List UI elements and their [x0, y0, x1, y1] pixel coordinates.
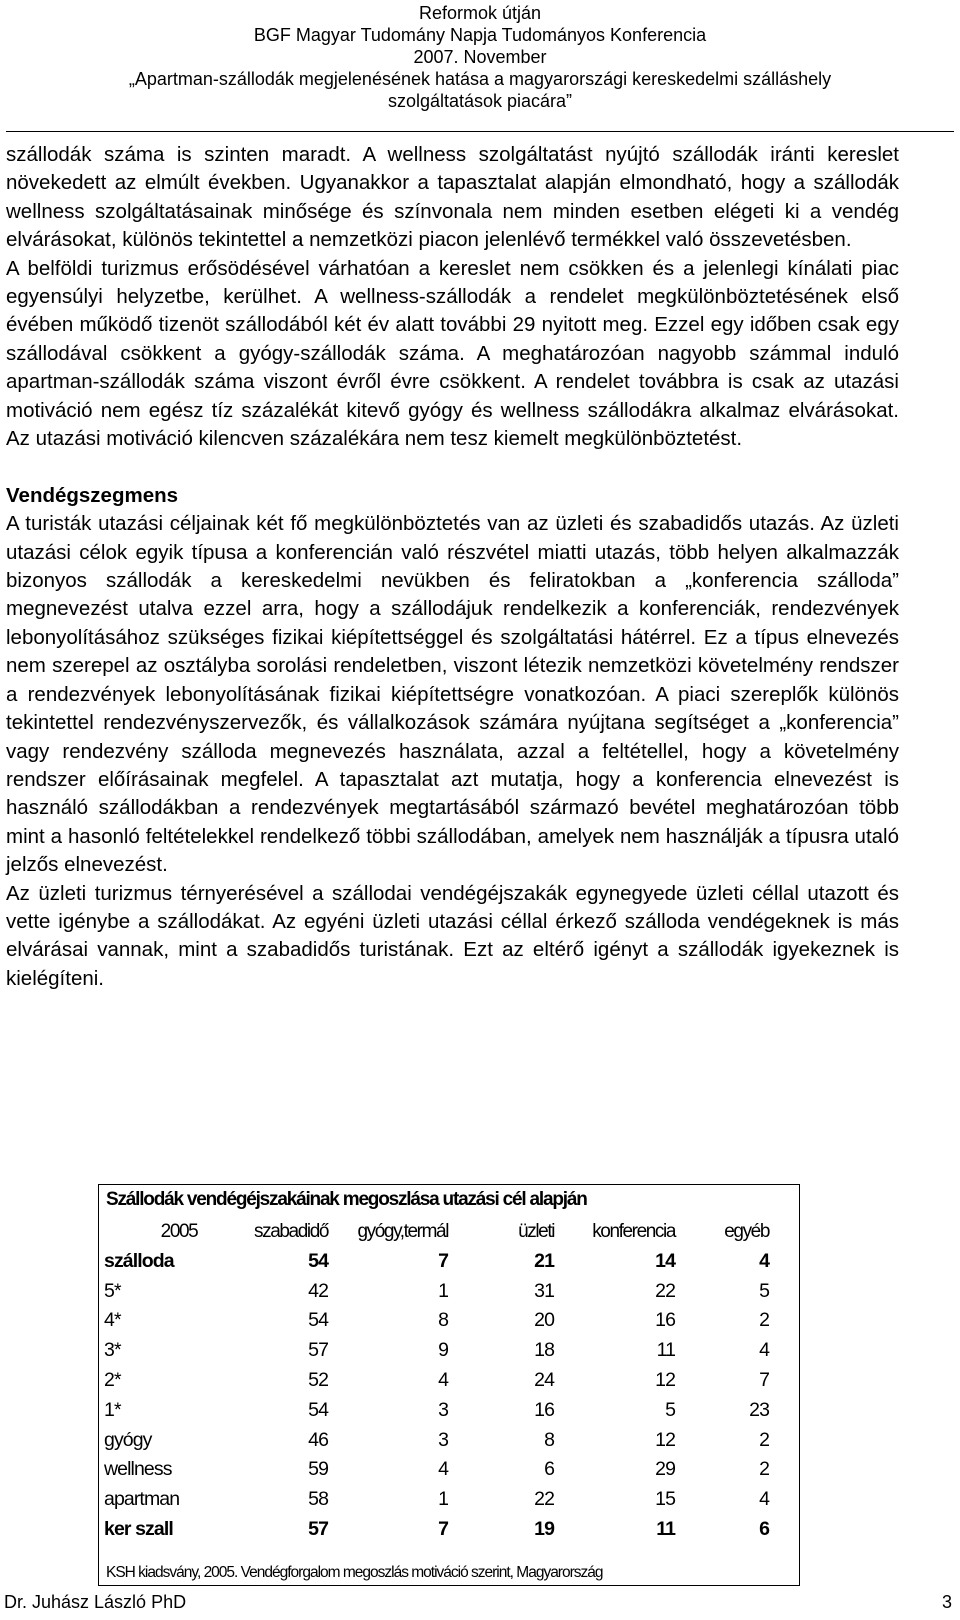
table-cell: 46 [308, 1428, 329, 1451]
column-header: konferencia [592, 1221, 676, 1242]
table-cell: 42 [308, 1279, 329, 1302]
table-cell: 5* [104, 1279, 121, 1302]
table-row [104, 1455, 769, 1485]
table-cell: 57 [308, 1339, 329, 1362]
table-cell: 54 [308, 1398, 329, 1421]
table-cell: 6 [544, 1458, 555, 1481]
header-line-3: 2007. November [413, 47, 547, 67]
paragraph-2: A belföldi turizmus erősödésével várhatóan a kereslet nem csökken és a jelenlegi kínálati piac egyensúlyi helyzetbe, kerülhet. A wellness-szállodák a rendelet megkülönböztetésének első évében működő tizenöt szállodából két év alatt további 29 nyitott meg. Ezzel egy időben csak egy szállodával csökkent a gyógy-szállodák száma. A meghatározóan nagyobb számmal induló apartman-szállodák száma viszont évről évre csökkent. A rendelet továbbra is csak az utazási motiváció nem egész tíz százalékát kitevő gyógy és wellness szállodákra alkalmaz elvárásokat. Az utazási motiváció kilencven százalékára nem tesz kiemelt megkülönböztetést. [6, 256, 899, 451]
statistics-table-box [98, 1184, 800, 1586]
section-title: Vendégszegmens [6, 483, 179, 507]
table-row [104, 1485, 769, 1515]
table-cell: 6 [759, 1517, 770, 1540]
table-cell: 3 [438, 1428, 449, 1451]
table-cell: 18 [534, 1339, 555, 1362]
table-cell: 54 [308, 1309, 329, 1332]
table-cell: 8 [438, 1309, 449, 1332]
table-row [104, 1366, 769, 1396]
table-cell: 9 [438, 1339, 449, 1362]
table-cell: 59 [308, 1458, 329, 1481]
table-cell: 1 [438, 1279, 449, 1302]
table-cell: 2* [104, 1368, 121, 1391]
table-cell: 29 [655, 1458, 676, 1481]
header-divider [6, 131, 954, 132]
table-cell: 23 [749, 1398, 770, 1421]
table-row [104, 1277, 769, 1307]
table-cell: 7 [438, 1249, 449, 1272]
table-cell: 24 [534, 1368, 555, 1391]
table-cell: 1* [104, 1398, 121, 1421]
table-cell: 20 [534, 1309, 555, 1332]
table-cell: 8 [544, 1428, 555, 1451]
table-cell: 16 [655, 1309, 676, 1332]
table-cell: 4 [759, 1249, 770, 1272]
column-header: egyéb [724, 1221, 770, 1242]
table-cell: 58 [308, 1488, 329, 1511]
table-cell: 15 [655, 1488, 676, 1511]
table-header-row [104, 1217, 769, 1247]
table-row [104, 1426, 769, 1456]
table-cell: 4 [759, 1339, 770, 1362]
table-row [104, 1247, 769, 1277]
table-cell: 52 [308, 1368, 329, 1391]
table-cell: 7 [759, 1368, 770, 1391]
table-cell: 14 [655, 1249, 676, 1272]
table-cell: 54 [308, 1249, 329, 1272]
table-cell: 19 [534, 1517, 555, 1540]
header-line-2: BGF Magyar Tudomány Napja Tudományos Konferencia [253, 25, 707, 45]
table-cell: 5 [759, 1279, 770, 1302]
table-cell: 22 [534, 1488, 555, 1511]
table-source-note: KSH kiadsvány, 2005. Vendégforgalom megoszlás motiváció szerint, Magyarország [106, 1564, 603, 1581]
table-row [104, 1396, 769, 1426]
table-title: Szállodák vendégéjszakáinak megoszlása utazási cél alapján [106, 1189, 587, 1210]
column-header: üzleti [518, 1221, 555, 1242]
paragraph-1: szállodák száma is szinten maradt. A wellness szolgáltatást nyújtó szállodák iránti kereslet növekedett az elmúlt években. Ugyanakkor a tapasztalat alapján elmondható, hogy a szállodák wellness szolgáltatásainak minősége és színvonala nem minden esetben elégeti ki a vendég elvárásokat, különös tekintettel a nemzetközi piacon jelenlévő termékkel való összevetésben. [6, 143, 899, 252]
table-cell: 7 [438, 1517, 449, 1540]
table-cell: 1 [438, 1488, 449, 1511]
table-cell: 3 [438, 1398, 449, 1421]
table-row [104, 1336, 769, 1366]
table-cell: ker szall [104, 1517, 173, 1540]
header-line-5: szolgáltatások piacára” [387, 91, 573, 111]
paragraph-3: A turisták utazási céljainak két fő megkülönböztetés van az üzleti és szabadidős utazás. Az üzleti utazási célok egyik típusa a konferencián való részvétel miatti utazás, több helyen alkalmazzák bizonyos szállodák a kereskedelmi nevükben és feliratokban a „konferencia szálloda” megnevezést utalva ezzel arra, hogy a szállodájuk rendelkezik a konferenciák, rendezvények lebonyolításához szükséges fizikai kiépítettséggel és szolgáltatási hátérrel. Ez a típus elnevezés nem szerepel az osztályba sorolási rendeletben, viszont létezik nemzetközi követelmény rendszer a rendezvények lebonyolításának fizikai kiépítettségre vonatkozóan. A piaci szereplők különös tekintettel rendezvényszervezők, és vállalkozások számára nyújtana segítséget a „konferencia” vagy rendezvény szálloda megnevezés használata, azzal a feltétellel, hogy a követelmény rendszer előírásainak megfelel. A tapasztalat azt mutatja, hogy a konferencia elnevezést is használó szállodákban a rendezvények megtartásából származó bevétel meghatározóan több mint a hasonló feltételekkel rendelkező többi szállodában, amelyek nem használják a típusra utaló jelzős elnevezést. [6, 512, 899, 877]
table-cell: 57 [308, 1517, 329, 1540]
statistics-table [104, 1217, 769, 1545]
table-cell: 22 [655, 1279, 676, 1302]
column-header: gyógy,termál [357, 1221, 449, 1242]
column-header: 2005 [160, 1221, 198, 1242]
table-cell: 4 [759, 1488, 770, 1511]
table-row [104, 1515, 769, 1545]
footer-author: Dr. Juhász László PhD [4, 1592, 187, 1612]
table-cell: 3* [104, 1339, 121, 1362]
header-line-4: „Apartman-szállodák megjelenésének hatása a magyarországi kereskedelmi szálláshely [128, 69, 832, 89]
table-cell: 2 [759, 1309, 770, 1332]
table-cell: 16 [534, 1398, 555, 1421]
table-cell: gyógy [104, 1428, 152, 1451]
table-cell: 12 [655, 1428, 676, 1451]
page-header [0, 2, 960, 112]
table-cell: 4 [438, 1368, 449, 1391]
table-cell: 11 [656, 1339, 676, 1362]
column-header: szabadidő [254, 1221, 329, 1242]
table-row [104, 1306, 769, 1336]
table-cell: 21 [534, 1249, 555, 1272]
table-cell: 12 [655, 1368, 676, 1391]
paragraph-4: Az üzleti turizmus térnyerésével a szállodai vendégéjszakák egynegyede üzleti céllal utazott és vette igénybe a szállodákat. Az egyéni üzleti utazási céllal érkező szálloda vendégeknek is más elvárásai vannak, mint a szabadidős turistának. Ezt az eltérő igényt a szállodák igyekeznek is kielégíteni. [6, 881, 899, 990]
table-cell: apartman [104, 1488, 180, 1511]
header-line-1: Reformok útján [418, 3, 542, 23]
page-number: 3 [941, 1592, 952, 1612]
table-cell: 31 [534, 1279, 555, 1302]
table-cell: szálloda [104, 1249, 174, 1272]
table-cell: 4* [104, 1309, 121, 1332]
table-cell: 11 [656, 1517, 676, 1540]
table-cell: 2 [759, 1458, 770, 1481]
table-cell: wellness [104, 1458, 172, 1481]
table-cell: 4 [438, 1458, 449, 1481]
table-cell: 5 [665, 1398, 676, 1421]
table-cell: 2 [759, 1428, 770, 1451]
body-text [6, 141, 899, 993]
